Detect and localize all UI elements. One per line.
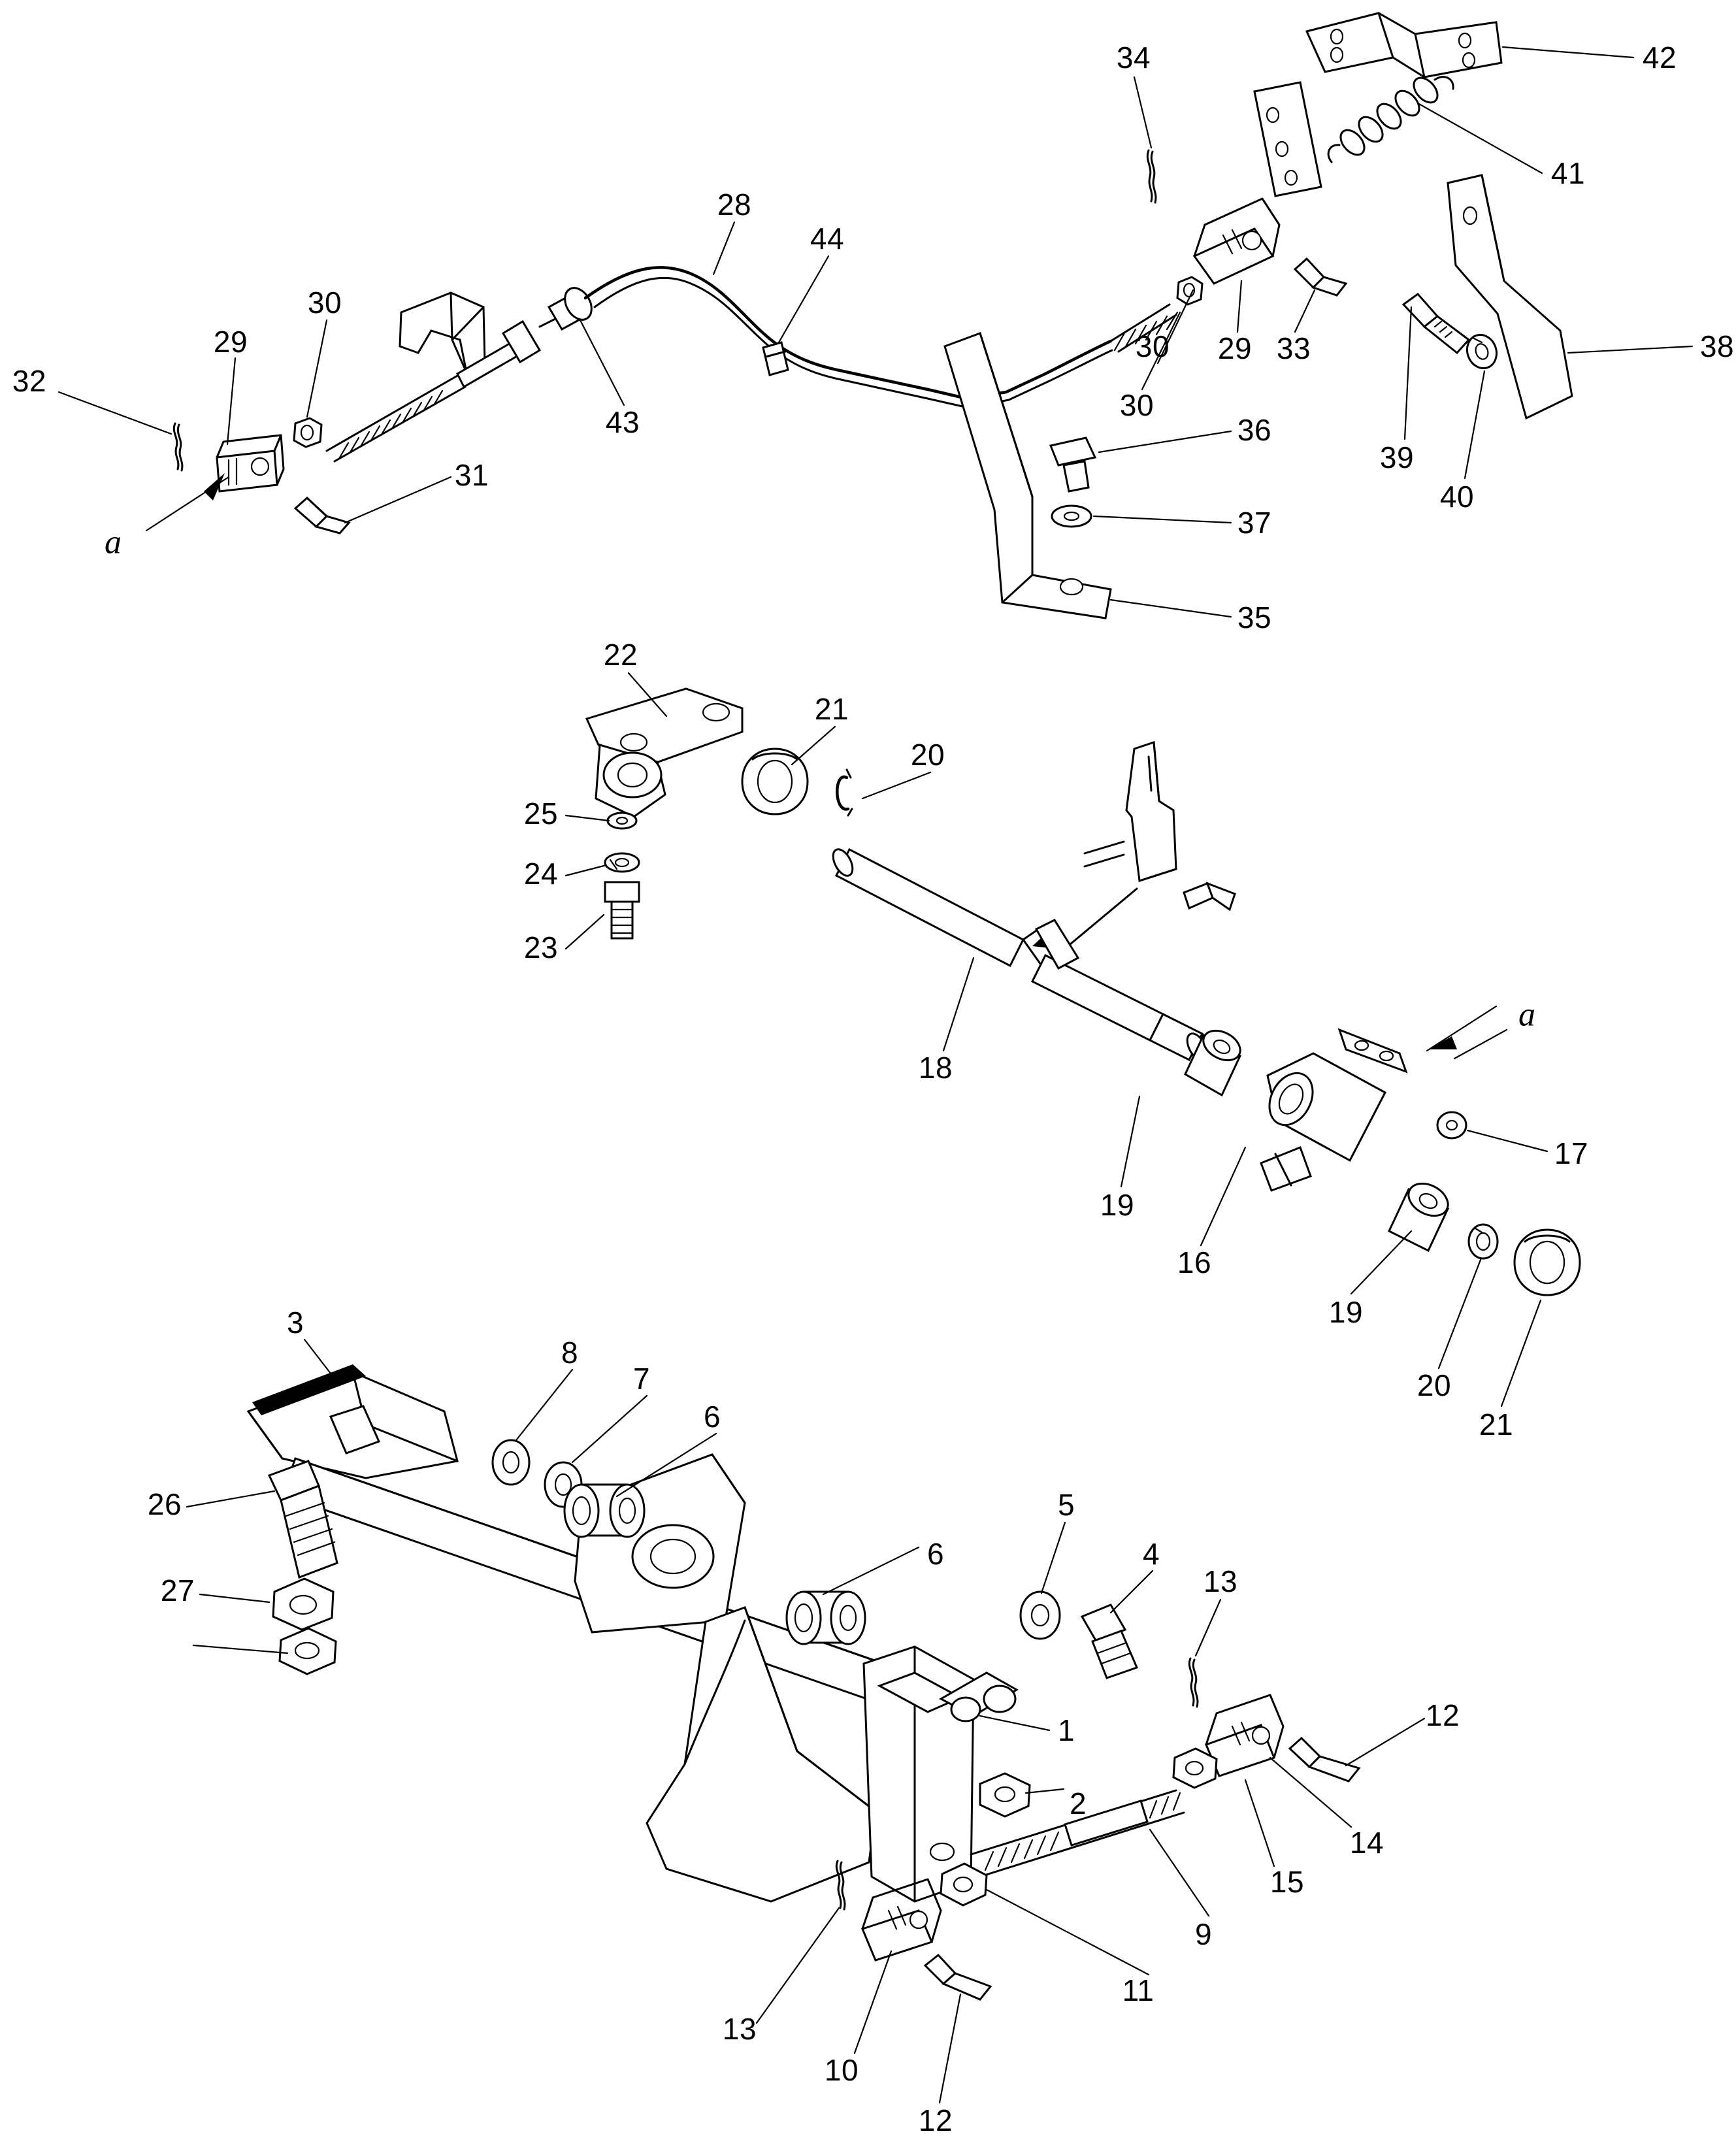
part-clevis-14 bbox=[1206, 1695, 1283, 1776]
callout-30b: 30 bbox=[1135, 329, 1170, 363]
section-marker-a-right: a bbox=[1518, 996, 1535, 1034]
callout-22: 22 bbox=[603, 638, 638, 672]
callout-6: 6 bbox=[703, 1400, 721, 1434]
callout-3: 3 bbox=[286, 1306, 304, 1340]
callout-35: 35 bbox=[1237, 600, 1272, 634]
part-clip-44 bbox=[763, 342, 788, 375]
part-washer-8 bbox=[493, 1440, 529, 1485]
callout-2: 2 bbox=[1069, 1786, 1087, 1820]
part-bolt-39 bbox=[1403, 294, 1469, 353]
callout-8: 8 bbox=[561, 1336, 579, 1370]
part-nut-2 bbox=[980, 1773, 1030, 1817]
callout-29b: 29 bbox=[1217, 331, 1253, 365]
part-bracket-22 bbox=[587, 689, 742, 817]
callout-9: 9 bbox=[1194, 1917, 1213, 1951]
part-nut-27 bbox=[273, 1579, 333, 1630]
part-threaded-rod-43 bbox=[327, 376, 465, 461]
callout-37: 37 bbox=[1237, 506, 1272, 540]
callout-43: 43 bbox=[605, 405, 640, 439]
callout-14: 14 bbox=[1349, 1826, 1384, 1860]
callout-30: 30 bbox=[307, 286, 342, 320]
part-washer-40 bbox=[1462, 331, 1501, 372]
part-washer-37 bbox=[1052, 506, 1091, 527]
part-washer-5 bbox=[1021, 1592, 1060, 1639]
callout-44: 44 bbox=[810, 222, 845, 255]
part-lockwasher-24 bbox=[605, 853, 639, 872]
callout-34: 34 bbox=[1116, 41, 1151, 74]
callout-31: 31 bbox=[454, 458, 489, 492]
callout-13: 13 bbox=[1203, 1564, 1238, 1598]
part-bolt-31 bbox=[295, 498, 349, 533]
part-lever-38 bbox=[1448, 175, 1572, 418]
part-housing-16 bbox=[1261, 1030, 1406, 1191]
callout-33: 33 bbox=[1276, 331, 1311, 365]
callout-40: 40 bbox=[1439, 480, 1475, 514]
part-snapring-20-right bbox=[1469, 1225, 1498, 1258]
callout-29: 29 bbox=[213, 325, 248, 359]
callout-24: 24 bbox=[523, 857, 559, 891]
callout-12b: 12 bbox=[918, 2103, 953, 2137]
callout-4: 4 bbox=[1142, 1537, 1160, 1571]
callout-23: 23 bbox=[523, 930, 559, 964]
part-bushing-19-right bbox=[1389, 1177, 1454, 1251]
part-bushing-6-upper bbox=[565, 1485, 644, 1537]
callout-5: 5 bbox=[1057, 1488, 1075, 1522]
part-bracket-upper-left bbox=[400, 293, 485, 372]
part-spring-41 bbox=[1328, 73, 1453, 162]
part-bushing-21-right bbox=[1515, 1230, 1580, 1295]
part-pedal-pad-3 bbox=[248, 1364, 457, 1478]
part-bolt-33 bbox=[1295, 259, 1346, 295]
callout-27: 27 bbox=[160, 1573, 195, 1607]
section-arrowheads bbox=[204, 473, 1457, 1049]
part-pedal-pivot-housing bbox=[575, 1455, 745, 1632]
part-nut-27b bbox=[280, 1628, 336, 1674]
part-cotter-pin-34 bbox=[1147, 150, 1156, 203]
callout-32: 32 bbox=[12, 364, 47, 398]
part-pin-17 bbox=[1437, 1112, 1466, 1138]
callout-26: 26 bbox=[147, 1487, 182, 1521]
callout-21b: 21 bbox=[1479, 1407, 1514, 1441]
part-bolt-12-right bbox=[1290, 1738, 1359, 1781]
part-nut-30b bbox=[1177, 277, 1202, 304]
callout-25: 25 bbox=[523, 797, 559, 831]
part-bolt-36 bbox=[1051, 438, 1095, 491]
part-plate-upper bbox=[1254, 82, 1321, 196]
callout-10: 10 bbox=[824, 2053, 859, 2087]
callout-16: 16 bbox=[1177, 1245, 1212, 1279]
callout-1: 1 bbox=[1057, 1713, 1075, 1747]
callout-17: 17 bbox=[1554, 1136, 1589, 1170]
callout-19b: 19 bbox=[1328, 1295, 1364, 1329]
part-clevis-29-upper bbox=[1194, 199, 1279, 284]
callout-21: 21 bbox=[814, 692, 849, 726]
callout-39: 39 bbox=[1379, 440, 1415, 474]
callout-19: 19 bbox=[1100, 1188, 1135, 1222]
callout-15: 15 bbox=[1269, 1865, 1305, 1899]
part-bolt-12-left bbox=[925, 1955, 991, 1999]
callout-7: 7 bbox=[632, 1362, 651, 1396]
callout-11: 11 bbox=[1122, 1973, 1155, 2007]
part-cotter-pin-32 bbox=[174, 423, 182, 470]
callout-13b: 13 bbox=[722, 2012, 757, 2046]
callout-42: 42 bbox=[1642, 41, 1677, 74]
callout-20b: 20 bbox=[1417, 1368, 1452, 1402]
part-bracket-42 bbox=[1307, 13, 1501, 77]
callout-12: 12 bbox=[1425, 1698, 1460, 1732]
callout-30c: 30 bbox=[1119, 388, 1155, 422]
part-nut-30 bbox=[294, 418, 321, 447]
callout-18: 18 bbox=[918, 1051, 953, 1085]
callout-38: 38 bbox=[1699, 329, 1735, 363]
part-bolt-4 bbox=[1082, 1605, 1137, 1678]
callout-6b: 6 bbox=[926, 1537, 945, 1571]
part-bolt-23 bbox=[605, 882, 639, 938]
part-washer-25 bbox=[608, 813, 636, 829]
part-shaft-18 bbox=[829, 846, 1211, 1063]
part-snapring-20-left bbox=[837, 770, 852, 815]
part-cable-28 bbox=[585, 267, 1112, 408]
callout-28: 28 bbox=[717, 188, 752, 222]
callout-41: 41 bbox=[1550, 156, 1586, 190]
part-fork-detail bbox=[1032, 742, 1235, 949]
part-cotter-pin-13-right bbox=[1189, 1658, 1198, 1707]
callout-20: 20 bbox=[910, 738, 945, 772]
part-bushing-6-lower bbox=[787, 1592, 865, 1644]
callout-36: 36 bbox=[1237, 413, 1272, 447]
section-marker-a-left: a bbox=[105, 523, 122, 561]
